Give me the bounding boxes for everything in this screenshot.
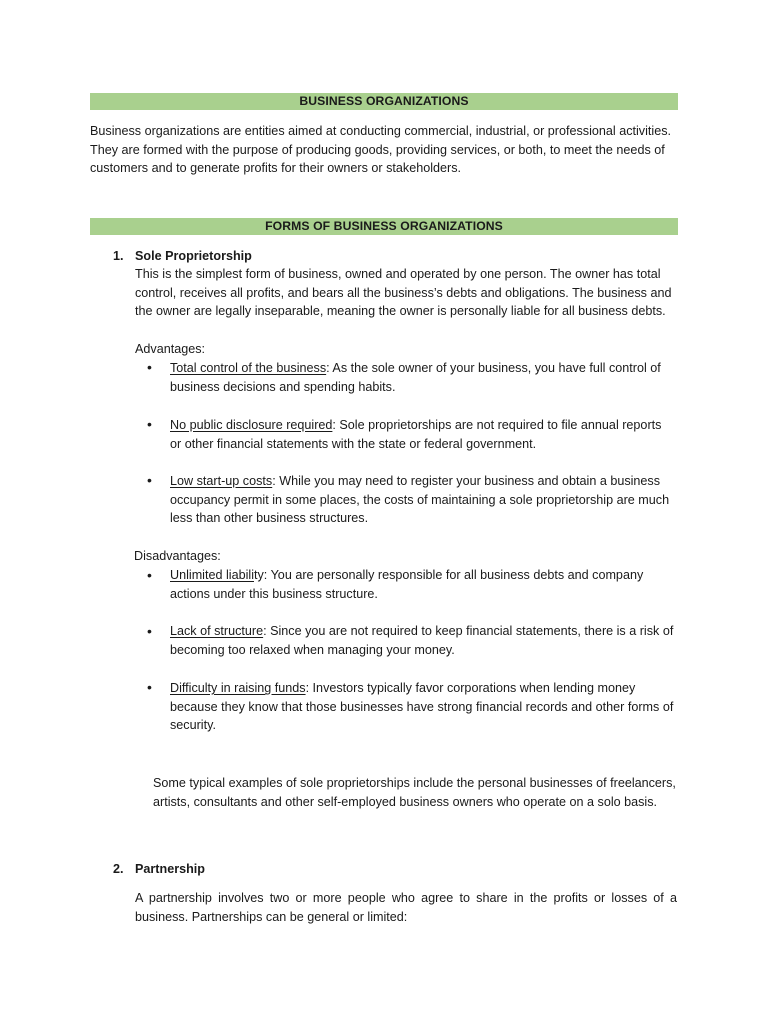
bullet-icon: •	[147, 416, 152, 432]
advantage-text: : While you may need to register your business and obtain a business occupancy permit in some places, the costs of maintaining a sole proprietorship are much less than other business structures.	[170, 474, 670, 526]
disadvantage-text: : Investors typically favor corporations when lending money because they know that those businesses have strong financial records and other forms of security.	[170, 681, 674, 733]
list-item-text	[170, 566, 655, 603]
bullet-icon: •	[147, 623, 152, 639]
bullet-icon: •	[147, 359, 152, 375]
title-banner	[90, 93, 678, 110]
document-title: BUSINESS ORGANIZATIONS	[299, 94, 469, 108]
disadvantage-text: ty: You are personally responsible for all business debts and company actions under this business structure.	[170, 568, 644, 601]
item1-heading: Sole Proprietorship	[135, 249, 252, 263]
list-item-text	[170, 359, 670, 396]
item2-heading: Partnership	[135, 862, 205, 876]
advantage-text: : As the sole owner of your business, you have full control of business decisions and spending habits.	[170, 361, 661, 394]
disadvantage-text: : Since you are not required to keep financial statements, there is a risk of becoming too relaxed when managing your money.	[170, 624, 674, 657]
bullet-icon: •	[147, 679, 152, 695]
list-item-text	[170, 472, 675, 528]
disadvantages-label: Disadvantages:	[134, 549, 221, 563]
list-item-text	[170, 679, 680, 735]
disadvantage-term: Unlimited liabili	[170, 568, 254, 582]
advantage-text: : Sole proprietorships are not required to file annual reports or other financial statements with the state or federal government.	[170, 418, 662, 451]
advantage-term: No public disclosure required	[170, 418, 333, 432]
section-banner	[90, 218, 678, 235]
advantage-term: Total control of the business	[170, 361, 327, 375]
bullet-icon: •	[147, 567, 152, 583]
advantage-term: Low start-up costs	[170, 474, 273, 488]
list-item-text	[170, 622, 680, 659]
bullet-icon: •	[147, 472, 152, 488]
advantages-label: Advantages:	[135, 342, 206, 356]
section-title: FORMS OF BUSINESS ORGANIZATIONS	[265, 219, 503, 233]
item1-description: This is the simplest form of business, owned and operated by one person. The owner has total control, receives all profits, and bears all the business’s debts and obligations. The business and the owner are legally inseparable, meaning the owner is personally liable for all business debts.	[135, 267, 672, 319]
item1-number: 1.	[113, 249, 124, 263]
intro-paragraph: Business organizations are entities aimed at conducting commercial, industrial, or professional activities. They are formed with the purpose of producing goods, providing services, or both, to meet the needs of customers and to generate profits for their owners or stakeholders.	[90, 124, 671, 176]
disadvantage-term: Difficulty in raising funds	[170, 681, 306, 695]
item2-number: 2.	[113, 862, 124, 876]
disadvantage-term: Lack of structure	[170, 624, 264, 638]
item2-description: A partnership involves two or more people who agree to share in the profits or losses of a business. Partnerships can be general or limited:	[135, 891, 677, 924]
list-item-text	[170, 416, 675, 453]
examples-paragraph: Some typical examples of sole proprietorships include the personal businesses of freelancers, artists, consultants and other self-employed business owners who operate on a solo basis.	[153, 776, 676, 809]
